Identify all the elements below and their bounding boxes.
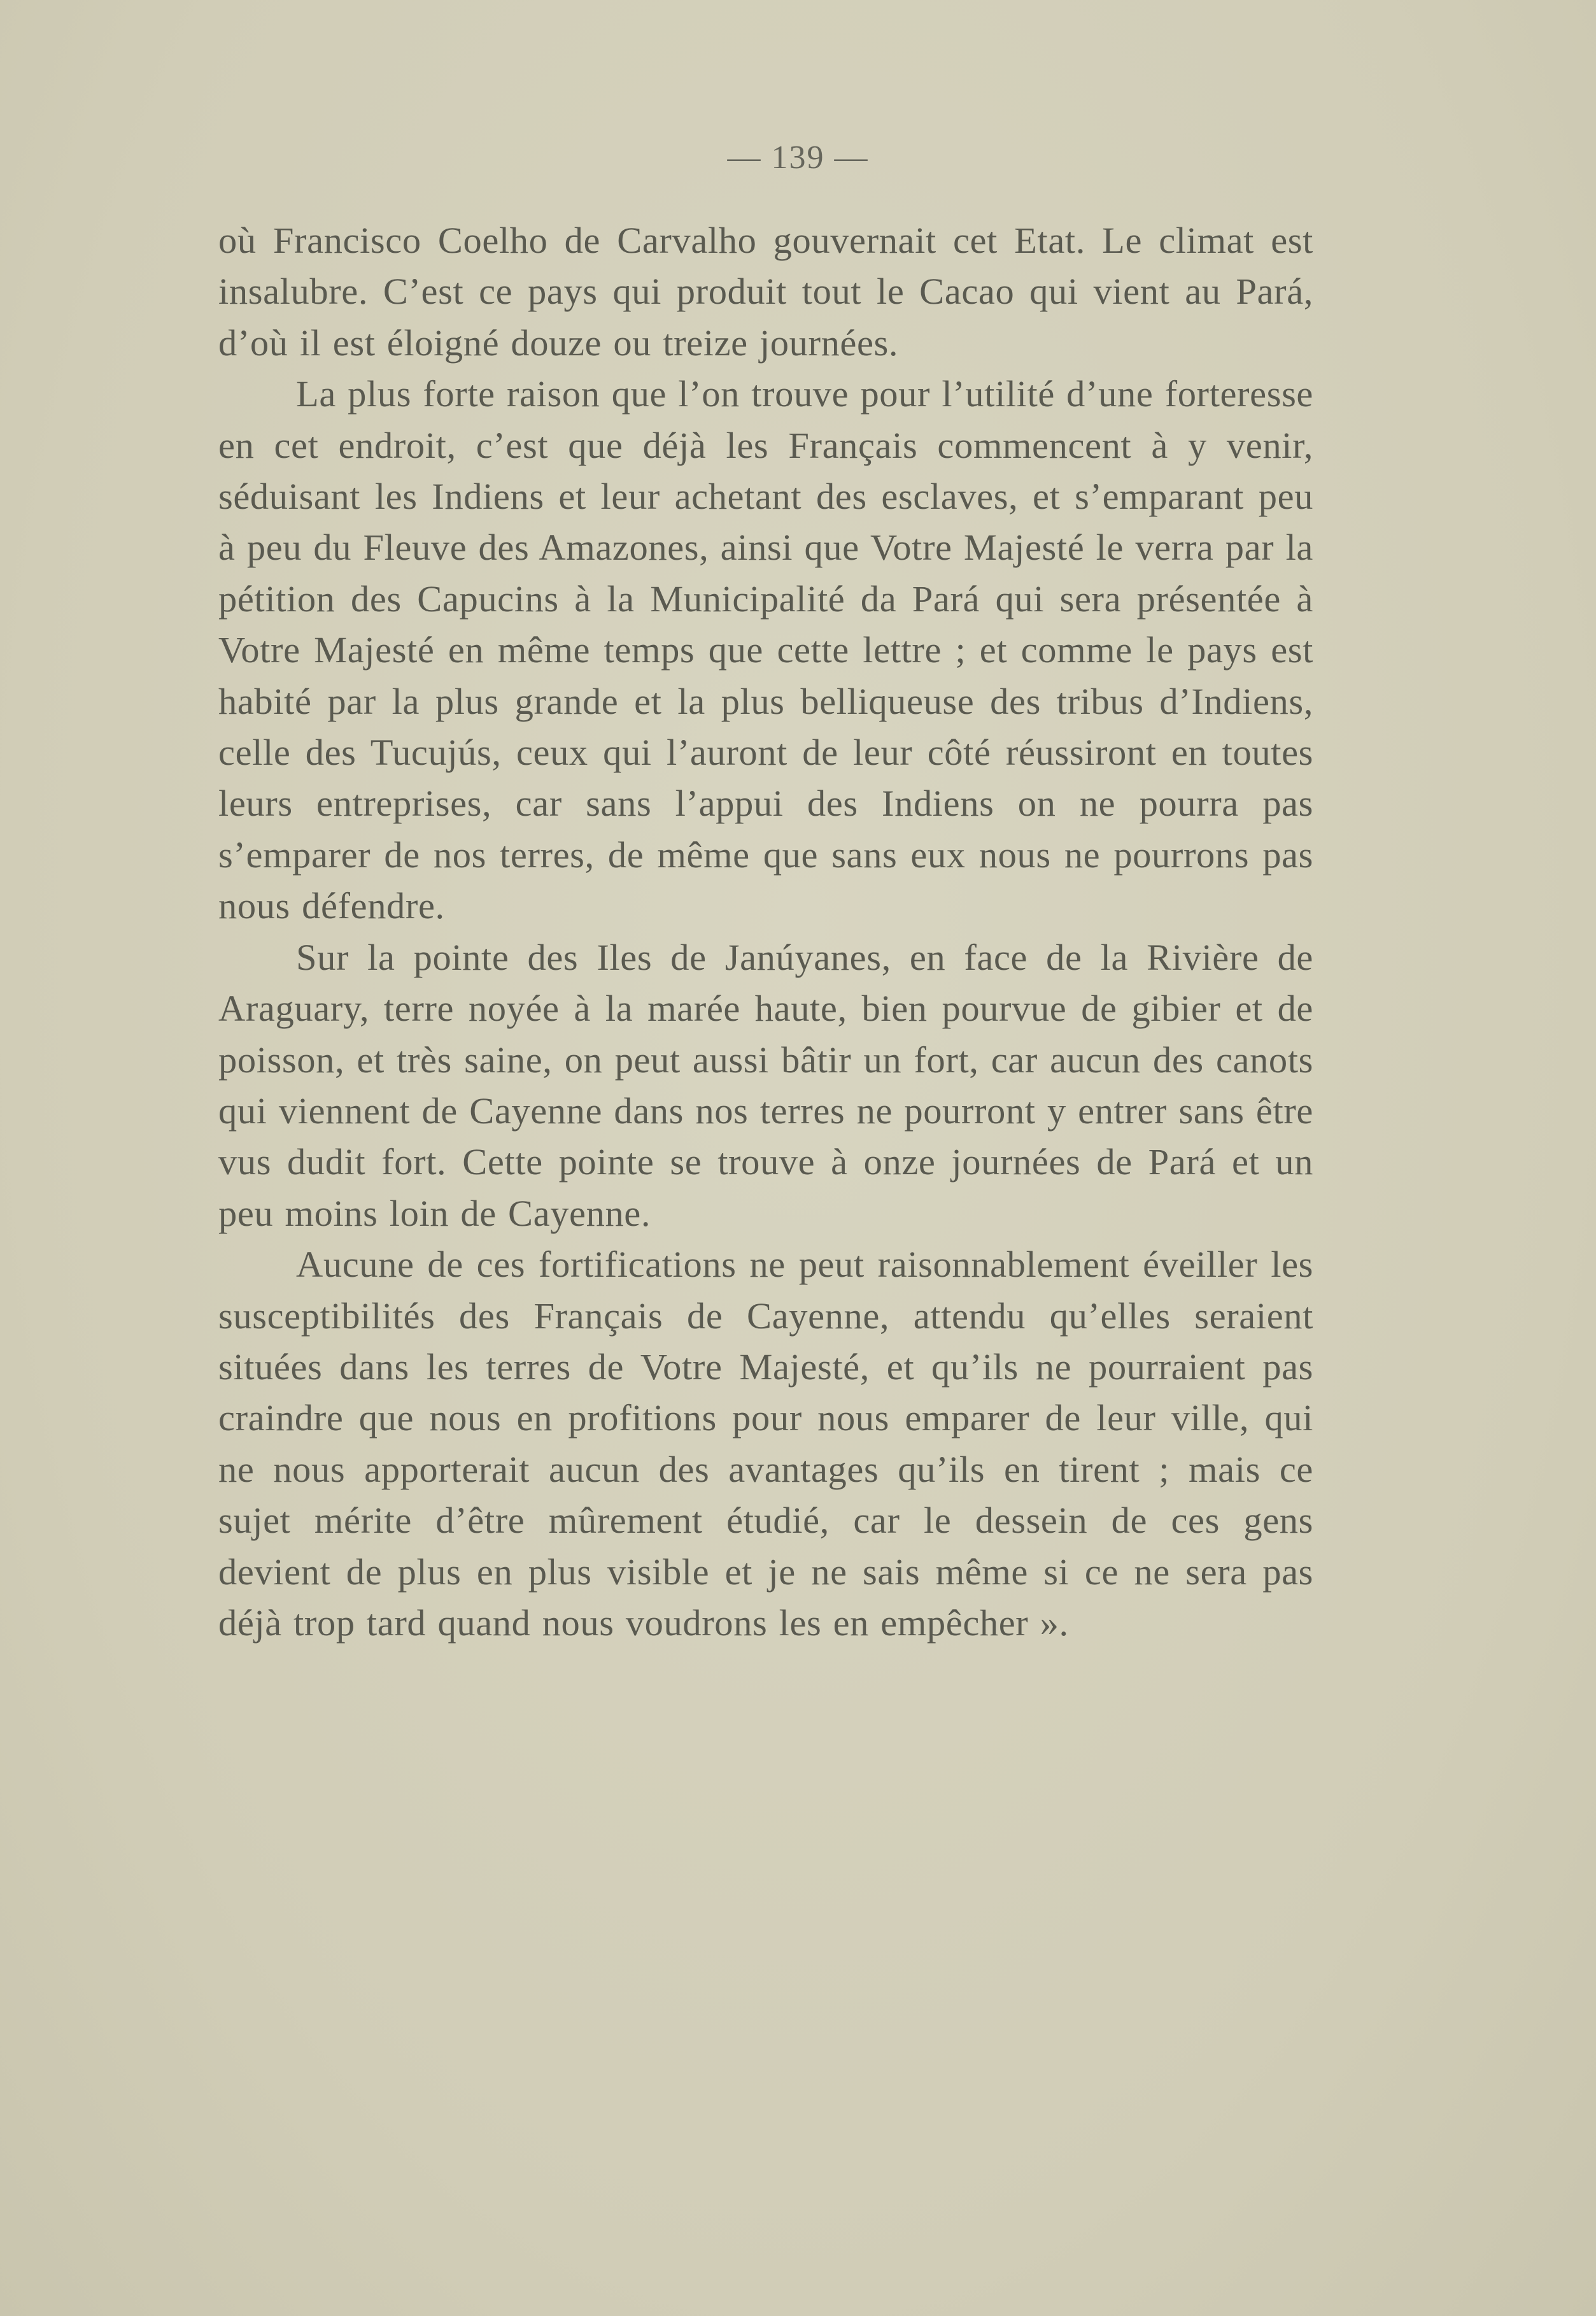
paragraph-fortifications: Aucune de ces fortifications ne peut raisonnablement éveiller les susceptibilités des Français de Cayenne, attendu qu’elles seraient situées dans les terres de Votre Majesté, et qu’ils ne pourraient pas craindre que nous en profitions pour nous emparer de leur ville, qui ne nous apporterait aucun des avantages qu’ils en tirent ; mais ce sujet mérite d’être mûrement étudié, car le dessein de ces gens devient de plus en plus visible et je ne sais même si ce ne sera pas déjà trop tard quand nous voudrons les en empêcher ».	[218, 1244, 1313, 1644]
body-text	[218, 215, 1313, 1649]
paragraph-continuation: où Francisco Coelho de Carvalho gouvernait cet Etat. Le climat est insalubre. C’est ce pays qui produit tout le Cacao qui vient au Pará, d’où il est éloigné douze ou treize journées.	[218, 220, 1313, 364]
paragraph-forteresse: La plus forte raison que l’on trouve pour l’utilité d’une forteresse en cet endroit, c’est que déjà les Français commencent à y venir, séduisant les Indiens et leur achetant des esclaves, et s’emparant peu à peu du Fleuve des Amazones, ainsi que Votre Majesté le verra par la pétition des Capucins à la Municipalité da Pará qui sera présentée à Votre Majesté en même temps que cette lettre ; et comme le pays est habité par la plus grande et la plus belliqueuse des tribus d’Indiens, celle des Tucujús, ceux qui l’auront de leur côté réussiront en toutes leurs entreprises, car sans l’appui des Indiens on ne pourra pas s’emparer de nos terres, de même que sans eux nous ne pourrons pas nous défendre.	[218, 373, 1313, 927]
paragraph-januyanes: Sur la pointe des Iles de Janúyanes, en face de la Rivière de Araguary, terre noyée à la marée haute, bien pourvue de gibier et de poisson, et très saine, on peut aussi bâtir un fort, car aucun des canots qui viennent de Cayenne dans nos terres ne pourront y entrer sans être vus dudit fort. Cette pointe se trouve à onze journées de Pará et un peu moins loin de Cayenne.	[218, 936, 1313, 1234]
page-number: — 139 —	[727, 139, 869, 176]
